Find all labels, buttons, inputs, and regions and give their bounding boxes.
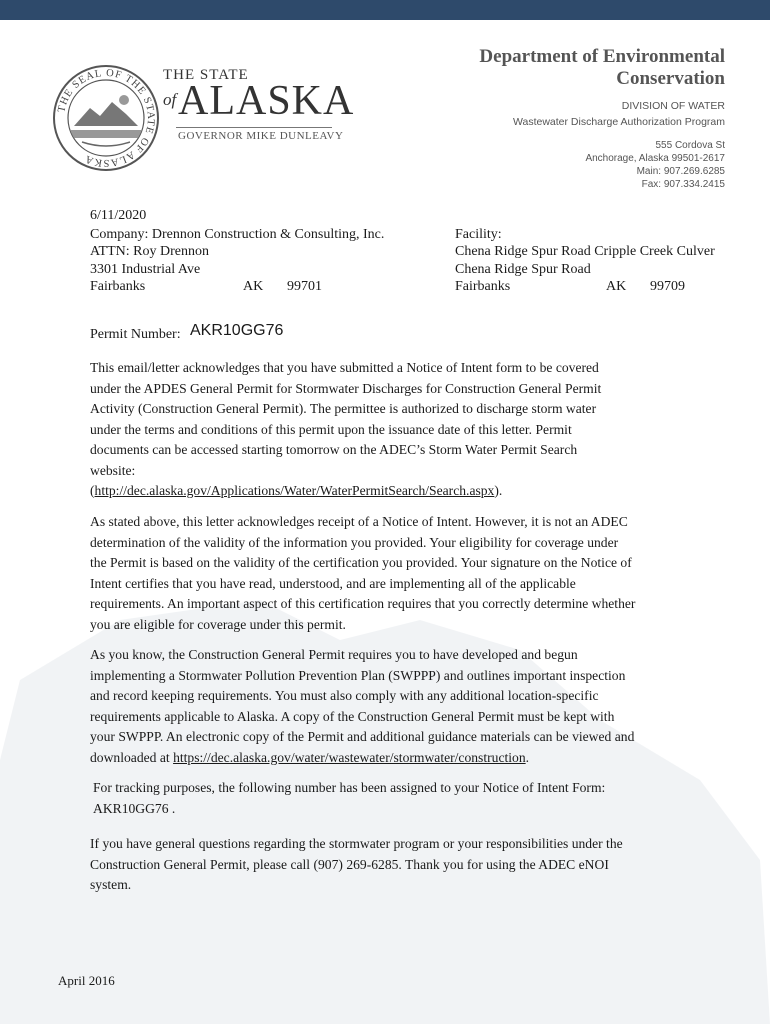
division-name: DIVISION OF WATER [621, 100, 725, 112]
tracking-number: AKR10GG76 . [93, 800, 176, 816]
facility-state: AK [606, 279, 627, 294]
facility-zip: 99709 [650, 279, 685, 294]
permit-search-link-line [90, 481, 690, 502]
recipient-company: Company: Drennon Construction & Consulting, Inc. [90, 227, 385, 242]
permit-search-link[interactable]: http://dec.alaska.gov/Applications/Water/WaterPermitSearch/Search.aspx [94, 483, 495, 498]
recipient-state: AK [243, 279, 264, 294]
paragraph-line: documents can be accessed starting tomorrow on the ADEC’s Storm Water Permit Search [90, 442, 578, 457]
paragraph-line: Construction General Permit, please call (907) 269-6285. Thank you for using the ADEC eNOI [90, 856, 609, 872]
paragraph-line: Activity (Construction General Permit). The permittee is authorized to discharge storm water [90, 401, 597, 416]
permit-number-value: AKR10GG76 [190, 322, 284, 339]
paragraph-acknowledgement [90, 358, 690, 502]
download-suffix: . [525, 749, 530, 765]
state-seal-icon [52, 64, 160, 172]
facility-label: Facility: [455, 227, 502, 242]
address-city: Anchorage, Alaska 99501-2617 [585, 153, 725, 164]
logo-divider [176, 127, 332, 128]
paragraph-line: determination of the validity of the information you provided. Your eligibility for coverage under [90, 534, 619, 550]
recipient-street: 3301 Industrial Ave [90, 262, 201, 277]
paragraph-line: implementing a Stormwater Pollution Prevention Plan (SWPPP) and outlines important inspection [90, 667, 626, 683]
address-street: 555 Cordova St [655, 140, 725, 151]
paragraph-line: under the APDES General Permit for Stormwater Discharges for Construction General Permit [90, 380, 602, 396]
footer-date: April 2016 [58, 973, 115, 988]
logo-alaska: ALASKA [178, 78, 355, 124]
paragraph-line: under the terms and conditions of this permit upon the issuance date of this letter. Permit [90, 421, 572, 437]
construction-link-line [90, 748, 690, 769]
paragraph-line: and record keeping requirements. You must also comply with any additional location-specific [90, 688, 599, 703]
address-fax: Fax: 907.334.2415 [641, 179, 725, 190]
paragraph-line: If you have general questions regarding the stormwater program or your responsibilities under the [90, 836, 623, 851]
construction-guidance-link[interactable]: https://dec.alaska.gov/water/wastewater/stormwater/construction [173, 749, 526, 765]
paragraph-questions [90, 834, 690, 896]
paragraph-line: Intent certifies that you have read, understood, and are implementing all of the applicable [90, 575, 576, 591]
recipient-city: Fairbanks [90, 279, 146, 294]
permit-number-label: Permit Number: [90, 327, 181, 342]
paragraph-line: you are eligible for coverage under this permit. [90, 616, 346, 632]
paragraph-line: As you know, the Construction General Permit requires you to have developed and begun [90, 647, 578, 662]
link-open-paren: ( [90, 483, 95, 498]
link-close-paren: ). [494, 483, 503, 498]
paragraph-line: requirements applicable to Alaska. A copy of the Construction General Permit must be kept with [90, 708, 615, 724]
seal-text: THE SEAL OF THE STATE OF ALASKA [56, 67, 157, 169]
facility-street: Chena Ridge Spur Road [455, 262, 591, 277]
logo-governor: GOVERNOR MIKE DUNLEAVY [178, 130, 344, 142]
recipient-zip: 99701 [287, 279, 322, 294]
department-title [405, 46, 725, 90]
paragraph-line: your SWPPP. An electronic copy of the Permit and additional guidance materials can be viewed and [90, 729, 635, 744]
paragraph-line: requirements. An important aspect of this certification requires that you correctly determine whether [90, 596, 636, 611]
department-line2: Conservation [616, 68, 725, 89]
letter-date: 6/11/2020 [90, 208, 147, 223]
paragraph-line: website: [90, 462, 136, 478]
recipient-attn: ATTN: Roy Drennon [90, 244, 209, 259]
facility-city: Fairbanks [455, 279, 511, 294]
logo-of: of [163, 90, 177, 109]
paragraph-line: the Permit is based on the validity of the certification you provided. Your signature on the Notice of [90, 555, 632, 570]
paragraph-determination [90, 512, 690, 635]
paragraph-line: As stated above, this letter acknowledges receipt of a Notice of Intent. However, it is not an ADEC [90, 514, 628, 529]
tracking-line: For tracking purposes, the following number has been assigned to your Notice of Intent Form: [93, 780, 606, 795]
department-line1: Department of Environmental [479, 46, 725, 67]
address-main-phone: Main: 907.269.6285 [636, 166, 725, 177]
paragraph-swppp [90, 645, 690, 768]
download-prefix: downloaded at [90, 749, 174, 765]
program-name: Wastewater Discharge Authorization Program [512, 116, 725, 128]
top-banner-bar [0, 0, 770, 20]
paragraph-line: system. [90, 877, 132, 892]
logo-the-state: THE STATE [163, 67, 249, 83]
facility-name: Chena Ridge Spur Road Cripple Creek Culver [455, 244, 715, 259]
paragraph-line: This email/letter acknowledges that you have submitted a Notice of Intent form to be covered [90, 360, 599, 375]
paragraph-tracking [93, 778, 693, 819]
